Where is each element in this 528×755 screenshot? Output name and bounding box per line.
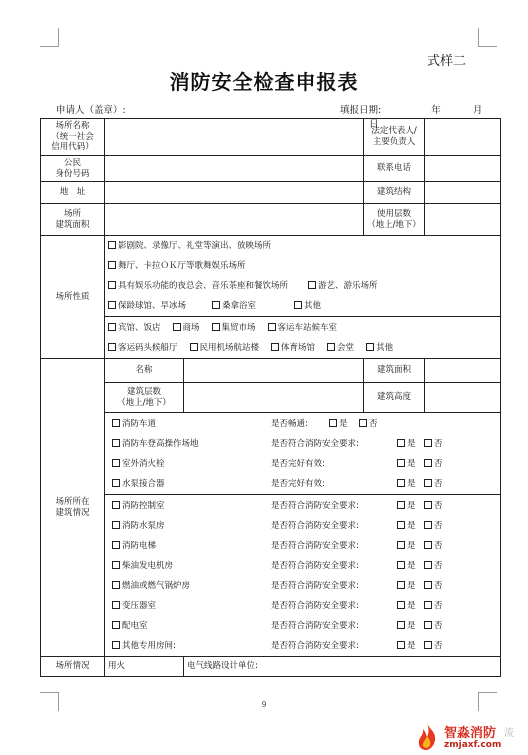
check-yes-checkbox[interactable]	[397, 521, 405, 529]
check-no-label: 否	[434, 478, 443, 489]
check-item-name	[112, 556, 173, 576]
check-yes-option[interactable]	[397, 536, 416, 556]
check-item-checkbox[interactable]	[112, 621, 120, 629]
check-no-option[interactable]	[424, 576, 443, 596]
page-number: 9	[261, 700, 267, 709]
fire-use-label: 用火	[105, 657, 184, 677]
nature-option-checkbox[interactable]	[108, 323, 116, 331]
check-no-label: 否	[369, 418, 378, 429]
check-item-name-text: 水泵接合器	[122, 478, 165, 489]
building-area-field[interactable]	[425, 359, 501, 383]
building-floors-label-text: 建筑层数 （地上/地下）	[117, 386, 171, 408]
check-item-question: 是否符合消防安全要求:	[271, 520, 359, 531]
check-yes-checkbox[interactable]	[397, 459, 405, 467]
check-no-label: 否	[434, 520, 443, 531]
building-check-item	[108, 596, 497, 616]
phone-field[interactable]	[425, 156, 501, 182]
check-no-option[interactable]	[424, 454, 443, 474]
venue-situation-label: 场所情况	[41, 657, 105, 677]
nature-option[interactable]	[366, 343, 393, 353]
check-item-name-text: 消防车登高操作场地	[122, 438, 199, 449]
nature-option-checkbox[interactable]	[108, 261, 116, 269]
building-check-item	[108, 616, 497, 636]
building-checks-group-2	[105, 495, 501, 657]
check-yes-checkbox[interactable]	[397, 541, 405, 549]
check-no-checkbox[interactable]	[424, 439, 432, 447]
check-no-label: 否	[434, 580, 443, 591]
check-no-checkbox[interactable]	[424, 641, 432, 649]
nature-option-label: 体育场馆	[281, 342, 316, 353]
check-item-name-text: 柴油发电机房	[122, 560, 174, 571]
brand-url: zmjaxf.com	[444, 740, 502, 750]
check-item-name-text: 变压器室	[122, 600, 157, 611]
flame-logo-icon	[414, 723, 440, 751]
nature-option-checkbox[interactable]	[108, 281, 116, 289]
check-yes-label: 是	[407, 540, 416, 551]
nature-option[interactable]	[108, 261, 246, 271]
check-yes-checkbox[interactable]	[397, 601, 405, 609]
check-item-checkbox[interactable]	[112, 501, 120, 509]
nature-option-checkbox[interactable]	[366, 343, 374, 351]
crop-mark-top-left	[40, 28, 59, 47]
nature-option-label: 客运码头候船厅	[118, 342, 178, 353]
check-item-checkbox[interactable]	[112, 419, 120, 427]
check-item-name-text: 燃油或燃气锅炉房	[122, 580, 191, 591]
check-no-option[interactable]	[424, 434, 443, 454]
check-yes-label: 是	[407, 458, 416, 469]
check-no-label: 否	[434, 620, 443, 631]
application-form-table	[40, 118, 501, 677]
nature-option-line	[108, 318, 497, 338]
nature-option[interactable]	[108, 281, 288, 291]
nature-option-label: 集贸市场	[221, 322, 256, 333]
check-item-question: 是否完好有效:	[271, 458, 325, 469]
venue-name-label	[41, 119, 105, 156]
nature-option-label: 客运车站候车室	[277, 322, 338, 333]
building-check-item	[108, 474, 497, 494]
check-item-question: 是否符合消防安全要求:	[271, 580, 359, 591]
check-item-checkbox[interactable]	[112, 439, 120, 447]
check-yes-option[interactable]	[397, 556, 416, 576]
check-item-name-text: 消防车道	[122, 418, 157, 429]
check-item-name-text: 配电室	[122, 620, 148, 631]
check-item-name-text: 消防水泵房	[122, 520, 165, 531]
check-item-name	[112, 496, 165, 516]
check-no-option[interactable]	[424, 496, 443, 516]
check-item-name	[112, 576, 190, 596]
nature-option-checkbox[interactable]	[173, 323, 181, 331]
check-no-checkbox[interactable]	[359, 419, 367, 427]
nature-option-checkbox[interactable]	[108, 343, 116, 351]
check-yes-checkbox[interactable]	[397, 439, 405, 447]
nature-option-checkbox[interactable]	[308, 281, 316, 289]
building-check-item	[108, 516, 497, 536]
building-check-item	[108, 636, 497, 656]
check-item-name	[112, 516, 165, 536]
nature-option-checkbox[interactable]	[294, 301, 302, 309]
check-yes-option[interactable]	[397, 596, 416, 616]
nature-option-label: 影剧院、录像厅、礼堂等演出、放映场所	[118, 241, 272, 251]
row-address	[41, 182, 501, 204]
nature-option-line	[108, 256, 497, 276]
legal-rep-field[interactable]	[425, 119, 501, 156]
check-item-name	[112, 596, 156, 616]
nature-option-checkbox[interactable]	[271, 343, 279, 351]
building-check-item	[108, 576, 497, 596]
check-item-checkbox[interactable]	[112, 459, 120, 467]
check-item-checkbox[interactable]	[112, 541, 120, 549]
nature-option-label: 具有娱乐功能的夜总会、音乐茶座和餐饮场所	[118, 281, 289, 291]
row-building-checks-1	[41, 413, 501, 495]
check-no-checkbox[interactable]	[424, 581, 432, 589]
check-yes-option[interactable]	[397, 616, 416, 636]
check-yes-label: 是	[407, 620, 416, 631]
check-yes-option[interactable]	[397, 576, 416, 596]
row-venue-name	[41, 119, 501, 156]
check-yes-checkbox[interactable]	[397, 621, 405, 629]
nature-option[interactable]	[108, 343, 178, 353]
building-name-field[interactable]	[184, 359, 364, 383]
check-item-checkbox[interactable]	[112, 521, 120, 529]
fill-date-year: 年	[431, 105, 441, 116]
check-no-option[interactable]	[424, 596, 443, 616]
check-item-name	[112, 414, 156, 434]
phone-label: 联系电话	[364, 156, 425, 182]
nature-option-line	[108, 338, 497, 358]
id-number-field[interactable]	[105, 156, 364, 182]
building-info-label-text: 场所所在 建筑情况	[55, 496, 90, 518]
check-yes-label: 是	[407, 520, 416, 531]
check-no-checkbox[interactable]	[424, 459, 432, 467]
nature-options-group-1	[105, 236, 501, 317]
nature-option-checkbox[interactable]	[212, 301, 220, 309]
check-yes-option[interactable]	[397, 434, 416, 454]
row-id-number	[41, 156, 501, 182]
check-no-checkbox[interactable]	[424, 621, 432, 629]
check-item-name	[112, 536, 156, 556]
check-item-question: 是否完好有效:	[271, 478, 325, 489]
floors-used-label	[364, 204, 425, 236]
nature-option-label: 商场	[182, 322, 200, 333]
fill-date-label: 填报日期:	[340, 105, 382, 116]
building-check-item	[108, 556, 497, 576]
building-area-label: 建筑面积	[364, 359, 425, 383]
nature-option[interactable]	[268, 323, 338, 333]
structure-field[interactable]	[425, 182, 501, 204]
check-item-question: 是否符合消防安全要求:	[271, 438, 359, 449]
check-item-question: 是否符合消防安全要求:	[271, 600, 359, 611]
check-no-label: 否	[434, 560, 443, 571]
nature-option-checkbox[interactable]	[268, 323, 276, 331]
nature-option-label: 民用机场航站楼	[199, 342, 260, 353]
nature-option-label: 桑拿浴室	[222, 301, 257, 311]
row-nature-2	[41, 317, 501, 359]
nature-option[interactable]	[108, 323, 161, 333]
nature-option[interactable]	[108, 241, 271, 251]
check-no-option[interactable]	[424, 536, 443, 556]
check-yes-checkbox[interactable]	[397, 561, 405, 569]
nature-option[interactable]	[212, 323, 256, 333]
check-no-checkbox[interactable]	[424, 541, 432, 549]
nature-option-label: 舞厅、卡拉ＯＫ厅等歌舞娱乐场所	[118, 261, 246, 271]
floors-used-field[interactable]	[425, 204, 501, 236]
nature-options-group-2	[105, 317, 501, 359]
check-item-question: 是否符合消防安全要求:	[271, 500, 359, 511]
nature-option-label: 其他	[304, 301, 322, 311]
id-number-label-text: 公民 身份号码	[55, 157, 90, 179]
check-no-checkbox[interactable]	[424, 501, 432, 509]
fill-date-day: 日	[369, 119, 379, 130]
row-building-name	[41, 359, 501, 383]
building-floors-field[interactable]	[184, 383, 364, 413]
building-check-item	[108, 536, 497, 556]
address-label: 地 址	[41, 182, 105, 204]
building-check-item	[108, 454, 497, 474]
nature-option-checkbox[interactable]	[327, 343, 335, 351]
document-title: 消防安全检查申报表	[169, 70, 359, 94]
check-yes-label: 是	[339, 418, 348, 429]
applicant-date-row	[56, 102, 486, 130]
row-venue-situation	[41, 657, 501, 677]
check-item-checkbox[interactable]	[112, 581, 120, 589]
check-no-checkbox[interactable]	[424, 521, 432, 529]
venue-nature-label: 场所性质	[41, 236, 105, 359]
nature-option[interactable]	[308, 281, 378, 291]
check-item-name	[112, 616, 148, 636]
check-item-name-text: 消防控制室	[122, 500, 165, 511]
check-item-name	[112, 636, 176, 656]
check-yes-option[interactable]	[397, 516, 416, 536]
check-item-name-text: 消防电梯	[122, 540, 157, 551]
id-number-label	[41, 156, 105, 182]
nature-option-checkbox[interactable]	[108, 301, 116, 309]
nature-option[interactable]	[327, 343, 354, 353]
building-checks-group-1	[105, 413, 501, 495]
brand-tail-text: 流	[504, 728, 514, 739]
check-yes-label: 是	[407, 580, 416, 591]
nature-option-line	[108, 296, 497, 316]
crop-mark-top-right	[478, 28, 497, 47]
nature-option-label: 游艺、游乐场所	[318, 281, 378, 291]
row-area	[41, 204, 501, 236]
nature-option[interactable]	[212, 301, 256, 311]
check-yes-checkbox[interactable]	[397, 479, 405, 487]
building-check-item	[108, 496, 497, 516]
applicant-label: 申请人（盖章）:	[56, 105, 126, 116]
check-item-checkbox[interactable]	[112, 479, 120, 487]
building-height-label: 建筑高度	[364, 383, 425, 413]
building-name-label: 名称	[105, 359, 184, 383]
check-no-option[interactable]	[424, 516, 443, 536]
check-no-label: 否	[434, 640, 443, 651]
check-no-option[interactable]	[424, 556, 443, 576]
check-item-question: 是否符合消防安全要求:	[271, 640, 359, 651]
nature-option-line	[108, 276, 497, 296]
nature-option[interactable]	[271, 343, 315, 353]
row-nature-1	[41, 236, 501, 317]
check-no-label: 否	[434, 600, 443, 611]
check-item-question: 是否符合消防安全要求:	[271, 620, 359, 631]
row-building-floors	[41, 383, 501, 413]
legal-rep-label	[364, 119, 425, 156]
form-style-label: 式样二	[427, 54, 467, 69]
check-yes-option[interactable]	[397, 474, 416, 494]
nature-option-checkbox[interactable]	[190, 343, 198, 351]
check-yes-label: 是	[407, 478, 416, 489]
check-no-label: 否	[434, 540, 443, 551]
fill-date-month: 月	[472, 105, 483, 116]
check-item-name-text: 室外消火栓	[122, 458, 165, 469]
building-check-item	[108, 414, 497, 434]
check-no-label: 否	[434, 458, 443, 469]
check-no-checkbox[interactable]	[424, 561, 432, 569]
check-item-checkbox[interactable]	[112, 561, 120, 569]
check-yes-label: 是	[407, 640, 416, 651]
check-yes-checkbox[interactable]	[397, 501, 405, 509]
nature-option-checkbox[interactable]	[212, 323, 220, 331]
check-yes-label: 是	[407, 438, 416, 449]
nature-option-label: 保龄球馆、旱冰场	[118, 301, 187, 311]
venue-area-label	[41, 204, 105, 236]
check-item-checkbox[interactable]	[112, 601, 120, 609]
building-floors-label	[105, 383, 184, 413]
check-no-label: 否	[434, 438, 443, 449]
building-info-label	[41, 359, 105, 657]
nature-option[interactable]	[190, 343, 260, 353]
check-item-checkbox[interactable]	[112, 641, 120, 649]
nature-option[interactable]	[108, 301, 186, 311]
legal-rep-label-text: 法定代表人/ 主要负责人	[371, 126, 417, 147]
check-item-name	[112, 454, 165, 474]
check-item-name	[112, 474, 165, 494]
nature-option[interactable]	[173, 323, 200, 333]
building-height-field[interactable]	[425, 383, 501, 413]
nature-option-checkbox[interactable]	[108, 241, 116, 249]
floors-used-label-text: 使用层数 （地上/地下）	[367, 208, 421, 230]
check-yes-checkbox[interactable]	[397, 581, 405, 589]
address-field[interactable]	[105, 182, 364, 204]
check-yes-option[interactable]	[397, 454, 416, 474]
check-item-question: 是否畅通:	[271, 418, 308, 429]
brand-name: 智淼消防	[444, 726, 497, 741]
check-yes-label: 是	[407, 560, 416, 571]
check-yes-label: 是	[407, 600, 416, 611]
nature-option-label: 宾馆、饭店	[118, 322, 161, 333]
check-yes-option[interactable]	[397, 496, 416, 516]
check-item-name-text: 其他专用房间:	[122, 640, 176, 651]
venue-name-field[interactable]	[105, 119, 364, 156]
venue-area-field[interactable]	[105, 204, 364, 236]
electrical-design-label: 电气线路设计单位:	[184, 657, 501, 677]
check-no-option[interactable]	[424, 474, 443, 494]
nature-option[interactable]	[294, 301, 321, 311]
nature-option-label: 其他	[376, 342, 394, 353]
check-yes-option[interactable]	[329, 414, 348, 434]
check-no-label: 否	[434, 500, 443, 511]
check-no-checkbox[interactable]	[424, 479, 432, 487]
check-yes-checkbox[interactable]	[329, 419, 337, 427]
building-check-item	[108, 434, 497, 454]
check-no-option[interactable]	[424, 616, 443, 636]
check-yes-label: 是	[407, 500, 416, 511]
check-item-question: 是否符合消防安全要求:	[271, 560, 359, 571]
row-building-checks-2	[41, 495, 501, 657]
check-yes-option[interactable]	[397, 636, 416, 656]
check-no-option[interactable]	[424, 636, 443, 656]
nature-option-line	[108, 236, 497, 256]
structure-label: 建筑结构	[364, 182, 425, 204]
venue-name-label-text: 场所名称 （统一社会 信用代码）	[51, 121, 94, 153]
check-no-checkbox[interactable]	[424, 601, 432, 609]
check-item-name	[112, 434, 199, 454]
venue-area-label-text: 场所 建筑面积	[55, 208, 90, 230]
brand-watermark	[412, 720, 528, 755]
check-item-question: 是否符合消防安全要求:	[271, 540, 359, 551]
check-yes-checkbox[interactable]	[397, 641, 405, 649]
check-no-option[interactable]	[359, 414, 378, 434]
nature-option-label: 会堂	[337, 342, 355, 353]
